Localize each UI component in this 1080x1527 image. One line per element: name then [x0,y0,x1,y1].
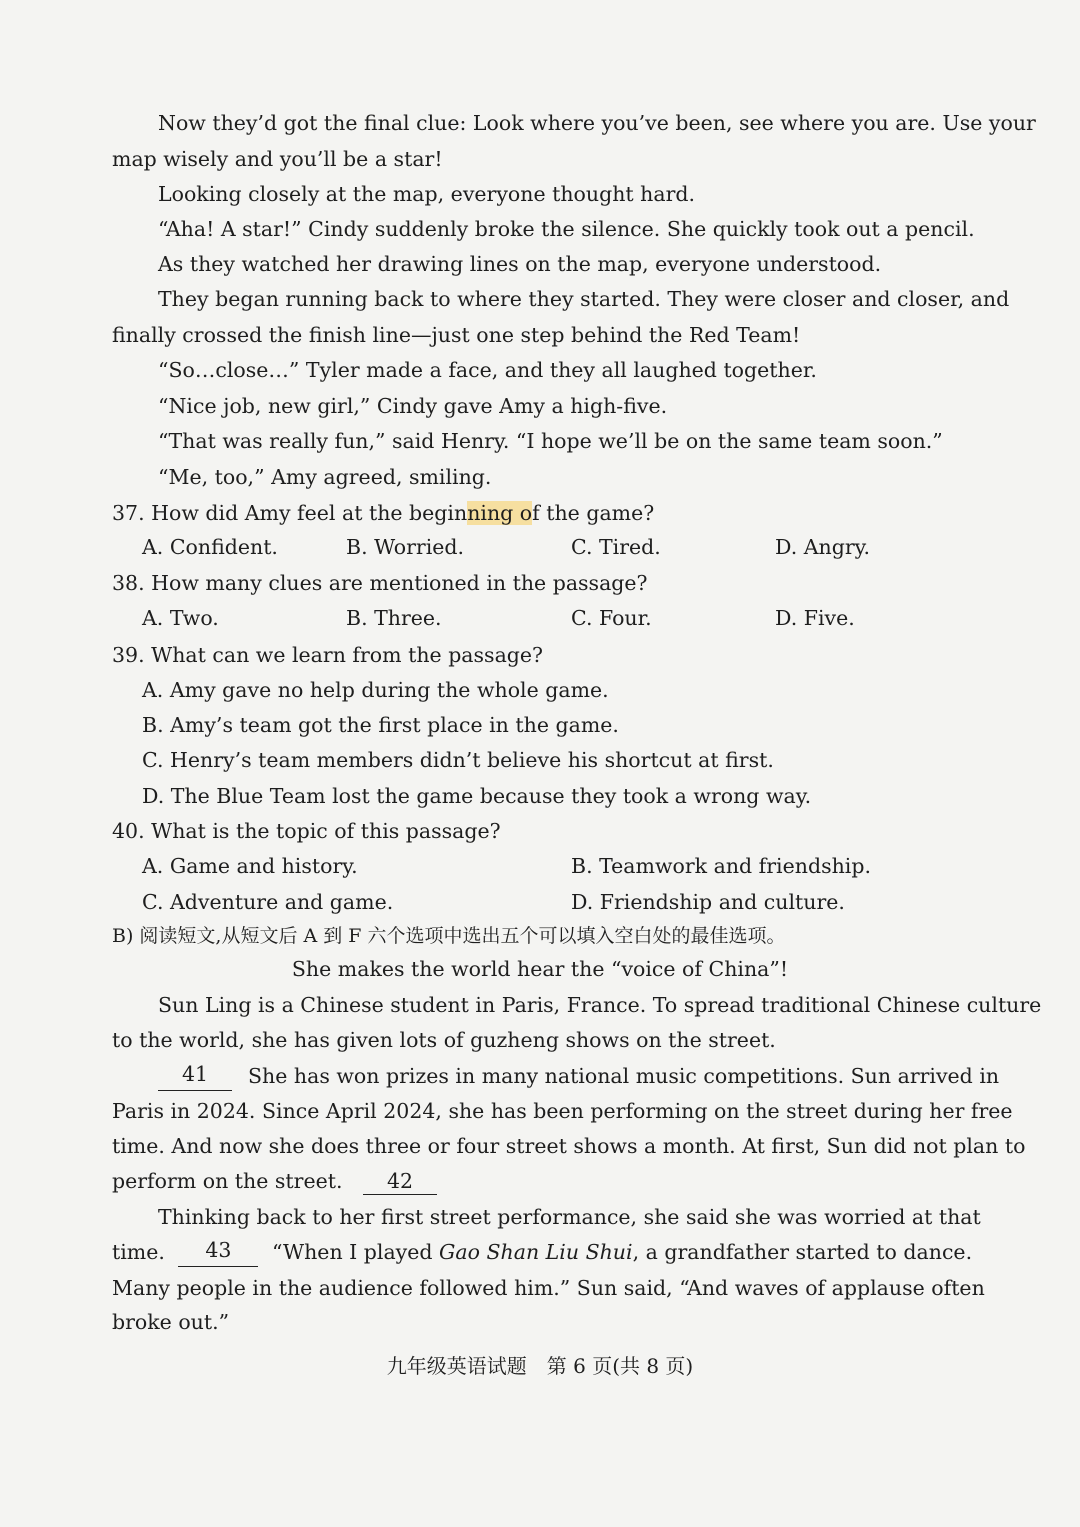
question-38-stem: 38. How many clues are mentioned in the passage? [112,571,648,595]
answer-blank-41[interactable]: 41 [158,1061,232,1091]
passage-line: “So…close…” Tyler made a face, and they all laughed together. [158,358,817,382]
option-39-d: D. The Blue Team lost the game because they took a wrong way. [142,784,812,808]
option-40-b: B. Teamwork and friendship. [571,854,871,878]
answer-blank-43[interactable]: 43 [178,1237,258,1267]
passage-line: broke out.” [112,1310,230,1334]
question-39-stem: 39. What can we learn from the passage? [112,643,544,667]
passage-line: As they watched her drawing lines on the map, everyone understood. [158,252,882,276]
passage-line: Looking closely at the map, everyone thought hard. [158,182,696,206]
option-39-a: A. Amy gave no help during the whole game. [142,678,609,702]
passage-text: “When I played Gao Shan Liu Shui, a grandfather started to dance. [271,1240,973,1264]
passage-line: Sun Ling is a Chinese student in Paris, France. To spread traditional Chinese culture [158,993,1042,1017]
option-39-c: C. Henry’s team members didn’t believe his shortcut at first. [142,748,774,772]
option-38-d: D. Five. [775,606,855,630]
option-39-b: B. Amy’s team got the first place in the game. [142,713,619,737]
option-37-d: D. Angry. [775,535,871,559]
passage-line: “Nice job, new girl,” Cindy gave Amy a high-five. [158,394,668,418]
passage-line: time. And now she does three or four street shows a month. At first, Sun did not plan to [112,1134,1026,1158]
highlight: ning o [467,501,533,525]
passage-line: “Aha! A star!” Cindy suddenly broke the silence. She quickly took out a pencil. [158,217,975,241]
page-footer: 九年级英语试题 第 6 页(共 8 页) [386,1354,694,1378]
passage-line: “That was really fun,” said Henry. “I hope we’ll be on the same team soon.” [158,429,943,453]
option-37-a: A. Confident. [142,535,278,559]
answer-blank-42[interactable]: 42 [363,1168,437,1195]
passage-text: She has won prizes in many national music competitions. Sun arrived in [248,1064,1000,1088]
section-b-instruction: B) 阅读短文,从短文后 A 到 F 六个选项中选出五个可以填入空白处的最佳选项。 [112,925,786,947]
passage-line: finally crossed the finish line—just one step behind the Red Team! [112,323,801,347]
passage-line: Paris in 2024. Since April 2024, she has been performing on the street during her free [112,1099,1013,1123]
passage-line-41 [158,1061,1000,1091]
option-37-b: B. Worried. [346,535,465,559]
passage-line: Thinking back to her first street performance, she said she was worried at that [158,1205,981,1229]
passage-text: perform on the street. [112,1169,343,1193]
question-40-stem: 40. What is the topic of this passage? [112,819,501,843]
option-37-c: C. Tired. [571,535,661,559]
passage-line: They began running back to where they started. They were closer and closer, and [158,287,1010,311]
passage-line: to the world, she has given lots of guzheng shows on the street. [112,1028,776,1052]
passage-line: Now they’d got the final clue: Look where you’ve been, see where you are. Use your [158,111,1036,135]
option-40-a: A. Game and history. [142,854,358,878]
passage-line: Many people in the audience followed him.” Sun said, “And waves of applause often [112,1276,985,1300]
passage-title: She makes the world hear the “voice of China”! [291,957,789,981]
option-38-a: A. Two. [142,606,219,630]
option-40-d: D. Friendship and culture. [571,890,845,914]
question-37-stem: 37. How did Amy feel at the beginning of the game? [112,501,655,525]
passage-text: time. [112,1240,165,1264]
option-38-c: C. Four. [571,606,652,630]
option-38-b: B. Three. [346,606,442,630]
passage-line-42 [112,1166,437,1196]
passage-line-43 [112,1237,972,1267]
option-40-c: C. Adventure and game. [142,890,394,914]
passage-line: map wisely and you’ll be a star! [112,147,443,171]
passage-line: “Me, too,” Amy agreed, smiling. [158,465,492,489]
